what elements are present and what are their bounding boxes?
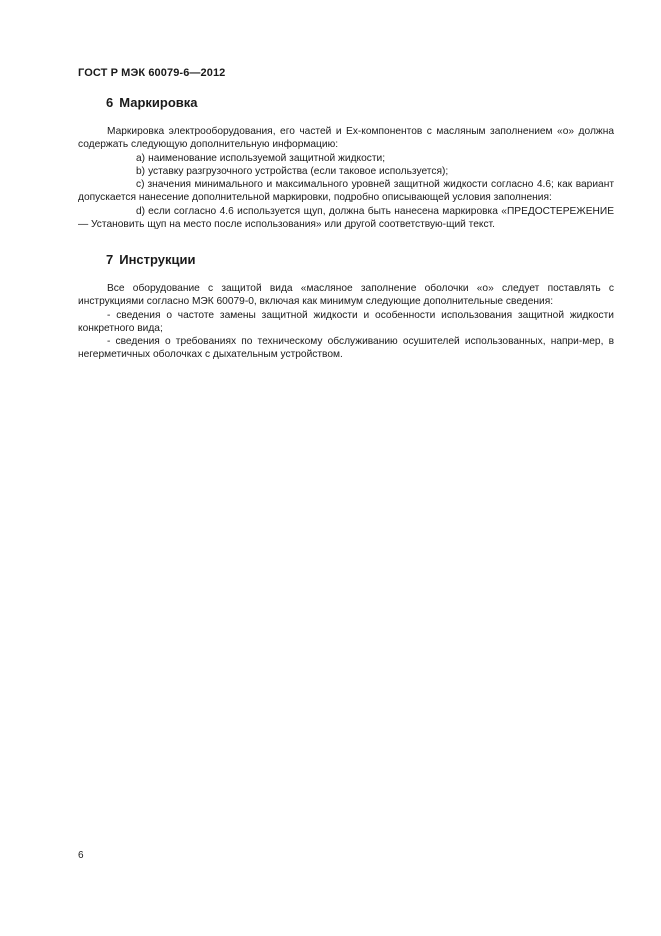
section-7-body [78, 282, 614, 362]
section-7-title: Инструкции [119, 252, 196, 267]
item-text: значения минимального и максимального уровней защитной жидкости согласно 4.6; как вариант допускается нанесение дополнительной маркировки, подробно описывающей условия заполнения: [78, 179, 614, 204]
section-7-heading [106, 252, 196, 267]
item-text: уставку разгрузочного устройства (если таковое используется); [148, 165, 449, 177]
section-6-body [78, 125, 614, 231]
section-6-item-c [78, 178, 614, 205]
section-6-heading [106, 95, 198, 110]
item-label: c) [136, 179, 145, 191]
section-6-number: 6 [106, 95, 114, 110]
section-6-title: Маркировка [119, 95, 198, 110]
standard-designation: ГОСТ Р МЭК 60079-6—2012 [78, 67, 226, 79]
section-7-item-1: - сведения о частоте замены защитной жидкости и особенности использования защитной жидкости конкретного вида; [78, 309, 614, 334]
item-label: b) [136, 165, 146, 177]
item-text: наименование используемой защитной жидкости; [148, 152, 386, 164]
section-7-number: 7 [106, 252, 114, 267]
section-7-intro: Все оборудование с защитой вида «масляное заполнение оболочки «о» следует поставлять с инструкциями согласно МЭК 60079-0, включая как минимум следующие дополнительные сведения: [78, 283, 614, 308]
section-6-item-a [78, 152, 614, 165]
item-text: если согласно 4.6 используется щуп, должна быть нанесена маркировка «ПРЕДОСТЕРЕЖЕНИЕ — Установить щуп на место после использования» или другой соответствую-щий текст. [78, 205, 614, 231]
item-label: d) [136, 205, 146, 217]
section-7-item-2: - сведения о требованиях по техническому обслуживанию осушителей использованных, напри-мер, в негерметичных оболочках с дыхательным устройством. [78, 336, 614, 361]
section-6-intro: Маркировка электрооборудования, его частей и Ex-компонентов с масляным заполнением «о» должна содержать следующую дополнительную информацию: [78, 126, 614, 151]
section-6-item-d [78, 205, 614, 232]
section-6-item-b [78, 165, 614, 178]
page-number: 6 [78, 850, 84, 861]
item-label: a) [136, 152, 146, 164]
